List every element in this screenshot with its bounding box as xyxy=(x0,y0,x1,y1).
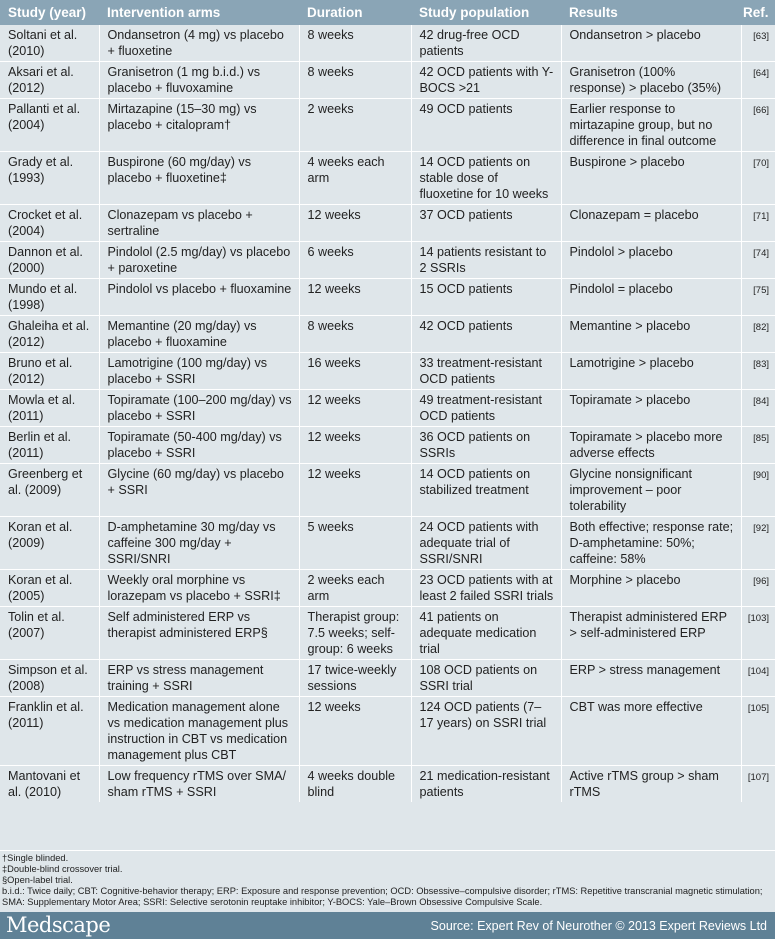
cell-intervention: Topiramate (50-400 mg/day) vs placebo + SSRI xyxy=(99,427,299,464)
cell-study: Ghaleiha et al. (2012) xyxy=(0,316,99,353)
cell-population: 108 OCD patients on SSRI trial xyxy=(411,660,561,697)
cell-ref: [71] xyxy=(741,205,775,242)
cell-intervention: D-amphetamine 30 mg/day vs caffeine 300 mg/day + SSRI/SNRI xyxy=(99,517,299,570)
header-duration: Duration xyxy=(299,0,411,25)
cell-ref: [83] xyxy=(741,353,775,390)
cell-results: Ondansetron > placebo xyxy=(561,25,741,62)
cell-study: Mundo et al. (1998) xyxy=(0,279,99,316)
cell-ref: [92] xyxy=(741,517,775,570)
cell-population: 36 OCD patients on SSRIs xyxy=(411,427,561,464)
table-row xyxy=(0,517,775,570)
cell-results: Pindolol > placebo xyxy=(561,242,741,279)
footnotes xyxy=(0,850,775,908)
cell-population: 24 OCD patients with adequate trial of SSRI/SNRI xyxy=(411,517,561,570)
cell-study: Soltani et al. (2010) xyxy=(0,25,99,62)
table-row xyxy=(0,279,775,316)
cell-population: 14 patients resistant to 2 SSRIs xyxy=(411,242,561,279)
cell-results: Lamotrigine > placebo xyxy=(561,353,741,390)
cell-population: 37 OCD patients xyxy=(411,205,561,242)
table-row xyxy=(0,697,775,766)
cell-duration: 12 weeks xyxy=(299,427,411,464)
cell-ref: [84] xyxy=(741,390,775,427)
cell-study: Crocket et al. (2004) xyxy=(0,205,99,242)
cell-intervention: Low frequency rTMS over SMA/ sham rTMS + SSRI xyxy=(99,766,299,803)
table-row xyxy=(0,62,775,99)
footnote-abbreviations: b.i.d.: Twice daily; CBT: Cognitive-behavior therapy; ERP: Exposure and response prevention; OCD: Obsessive–compulsive disorder; rTMS: Repetitive transcranial magnetic stimulation; SMA: Supplementary Motor Area; SSRI: Selective serotonin reuptake inhibitor; Y-BOCS: Yale–Brown Obsessive Compulsive Scale. xyxy=(2,886,763,907)
cell-intervention: Self administered ERP vs therapist administered ERP§ xyxy=(99,607,299,660)
table-row xyxy=(0,316,775,353)
table-row xyxy=(0,390,775,427)
cell-study: Aksari et al. (2012) xyxy=(0,62,99,99)
cell-population: 41 patients on adequate medication trial xyxy=(411,607,561,660)
cell-results: Therapist administered ERP > self-administered ERP xyxy=(561,607,741,660)
cell-intervention: Medication management alone vs medication management plus instruction in CBT vs medication management plus CBT xyxy=(99,697,299,766)
cell-intervention: Topiramate (100–200 mg/day) vs placebo + SSRI xyxy=(99,390,299,427)
cell-study: Greenberg et al. (2009) xyxy=(0,464,99,517)
cell-results: Memantine > placebo xyxy=(561,316,741,353)
cell-duration: 8 weeks xyxy=(299,316,411,353)
cell-study: Dannon et al. (2000) xyxy=(0,242,99,279)
cell-population: 42 OCD patients with Y-BOCS >21 xyxy=(411,62,561,99)
cell-population: 14 OCD patients on stabilized treatment xyxy=(411,464,561,517)
table-row xyxy=(0,766,775,803)
footnote-single-blinded: †Single blinded. xyxy=(2,853,69,863)
cell-intervention: Mirtazapine (15–30 mg) vs placebo + citalopram† xyxy=(99,99,299,152)
table-body xyxy=(0,25,775,802)
table-header-row xyxy=(0,0,775,25)
table-row xyxy=(0,427,775,464)
cell-duration: 5 weeks xyxy=(299,517,411,570)
cell-duration: 8 weeks xyxy=(299,25,411,62)
cell-ref: [96] xyxy=(741,570,775,607)
cell-population: 15 OCD patients xyxy=(411,279,561,316)
cell-population: 21 medication-resistant patients xyxy=(411,766,561,803)
cell-study: Mowla et al. (2011) xyxy=(0,390,99,427)
cell-duration: 17 twice-weekly sessions xyxy=(299,660,411,697)
cell-intervention: Clonazepam vs placebo + sertraline xyxy=(99,205,299,242)
cell-ref: [64] xyxy=(741,62,775,99)
medscape-logo: Medscape xyxy=(6,913,111,937)
footnote-open-label: §Open-label trial. xyxy=(2,875,73,885)
cell-results: Earlier response to mirtazapine group, but no difference in final outcome xyxy=(561,99,741,152)
cell-results: Topiramate > placebo more adverse effects xyxy=(561,427,741,464)
cell-intervention: Glycine (60 mg/day) vs placebo + SSRI xyxy=(99,464,299,517)
source-citation: Source: Expert Rev of Neurother © 2013 Expert Reviews Ltd xyxy=(430,919,767,933)
table-row xyxy=(0,205,775,242)
cell-ref: [103] xyxy=(741,607,775,660)
cell-duration: 12 weeks xyxy=(299,205,411,242)
table-row xyxy=(0,353,775,390)
cell-intervention: Pindolol vs placebo + fluoxamine xyxy=(99,279,299,316)
cell-population: 14 OCD patients on stable dose of fluoxetine for 10 weeks xyxy=(411,152,561,205)
cell-study: Koran et al. (2005) xyxy=(0,570,99,607)
cell-population: 42 drug-free OCD patients xyxy=(411,25,561,62)
cell-ref: [75] xyxy=(741,279,775,316)
header-ref: Ref. xyxy=(741,0,775,25)
cell-results: ERP > stress management xyxy=(561,660,741,697)
cell-duration: 12 weeks xyxy=(299,279,411,316)
cell-ref: [105] xyxy=(741,697,775,766)
cell-results: Morphine > placebo xyxy=(561,570,741,607)
cell-results: Clonazepam = placebo xyxy=(561,205,741,242)
table-row xyxy=(0,242,775,279)
cell-population: 33 treatment-resistant OCD patients xyxy=(411,353,561,390)
table-row xyxy=(0,25,775,62)
cell-results: Active rTMS group > sham rTMS xyxy=(561,766,741,803)
cell-study: Tolin et al. (2007) xyxy=(0,607,99,660)
cell-ref: [63] xyxy=(741,25,775,62)
header-population: Study population xyxy=(411,0,561,25)
footnote-crossover: ‡Double-blind crossover trial. xyxy=(2,864,123,874)
cell-population: 49 OCD patients xyxy=(411,99,561,152)
cell-study: Berlin et al. (2011) xyxy=(0,427,99,464)
header-study: Study (year) xyxy=(0,0,99,25)
table-row xyxy=(0,152,775,205)
cell-population: 42 OCD patients xyxy=(411,316,561,353)
cell-population: 23 OCD patients with at least 2 failed SSRI trials xyxy=(411,570,561,607)
cell-duration: 4 weeks each arm xyxy=(299,152,411,205)
cell-intervention: Ondansetron (4 mg) vs placebo + fluoxetine xyxy=(99,25,299,62)
cell-ref: [107] xyxy=(741,766,775,803)
cell-ref: [104] xyxy=(741,660,775,697)
cell-duration: 2 weeks xyxy=(299,99,411,152)
cell-study: Pallanti et al. (2004) xyxy=(0,99,99,152)
cell-study: Mantovani et al. (2010) xyxy=(0,766,99,803)
cell-results: Pindolol = placebo xyxy=(561,279,741,316)
cell-intervention: Pindolol (2.5 mg/day) vs placebo + paroxetine xyxy=(99,242,299,279)
cell-ref: [66] xyxy=(741,99,775,152)
cell-duration: Therapist group: 7.5 weeks; self-group: 6 weeks xyxy=(299,607,411,660)
cell-intervention: Buspirone (60 mg/day) vs placebo + fluoxetine‡ xyxy=(99,152,299,205)
cell-duration: 8 weeks xyxy=(299,62,411,99)
cell-population: 124 OCD patients (7–17 years) on SSRI trial xyxy=(411,697,561,766)
cell-results: CBT was more effective xyxy=(561,697,741,766)
cell-intervention: Granisetron (1 mg b.i.d.) vs placebo + fluvoxamine xyxy=(99,62,299,99)
cell-ref: [70] xyxy=(741,152,775,205)
cell-intervention: Lamotrigine (100 mg/day) vs placebo + SSRI xyxy=(99,353,299,390)
cell-results: Granisetron (100% response) > placebo (35%) xyxy=(561,62,741,99)
table-row xyxy=(0,607,775,660)
cell-ref: [74] xyxy=(741,242,775,279)
cell-results: Topiramate > placebo xyxy=(561,390,741,427)
cell-results: Buspirone > placebo xyxy=(561,152,741,205)
cell-study: Bruno et al. (2012) xyxy=(0,353,99,390)
cell-study: Simpson et al. (2008) xyxy=(0,660,99,697)
header-intervention: Intervention arms xyxy=(99,0,299,25)
cell-study: Grady et al. (1993) xyxy=(0,152,99,205)
cell-duration: 12 weeks xyxy=(299,464,411,517)
cell-results: Glycine nonsignificant improvement – poor tolerability xyxy=(561,464,741,517)
cell-population: 49 treatment-resistant OCD patients xyxy=(411,390,561,427)
table-row xyxy=(0,570,775,607)
table-row xyxy=(0,99,775,152)
cell-ref: [90] xyxy=(741,464,775,517)
cell-study: Franklin et al. (2011) xyxy=(0,697,99,766)
table-row xyxy=(0,660,775,697)
cell-duration: 4 weeks double blind xyxy=(299,766,411,803)
table-row xyxy=(0,464,775,517)
cell-duration: 2 weeks each arm xyxy=(299,570,411,607)
cell-ref: [85] xyxy=(741,427,775,464)
cell-duration: 16 weeks xyxy=(299,353,411,390)
cell-intervention: Weekly oral morphine vs lorazepam vs placebo + SSRI‡ xyxy=(99,570,299,607)
cell-duration: 6 weeks xyxy=(299,242,411,279)
header-results: Results xyxy=(561,0,741,25)
cell-intervention: Memantine (20 mg/day) vs placebo + fluoxamine xyxy=(99,316,299,353)
source-bar xyxy=(0,912,775,939)
cell-intervention: ERP vs stress management training + SSRI xyxy=(99,660,299,697)
cell-duration: 12 weeks xyxy=(299,390,411,427)
cell-study: Koran et al. (2009) xyxy=(0,517,99,570)
cell-ref: [82] xyxy=(741,316,775,353)
cell-results: Both effective; response rate; D-amphetamine: 50%; caffeine: 58% xyxy=(561,517,741,570)
cell-duration: 12 weeks xyxy=(299,697,411,766)
